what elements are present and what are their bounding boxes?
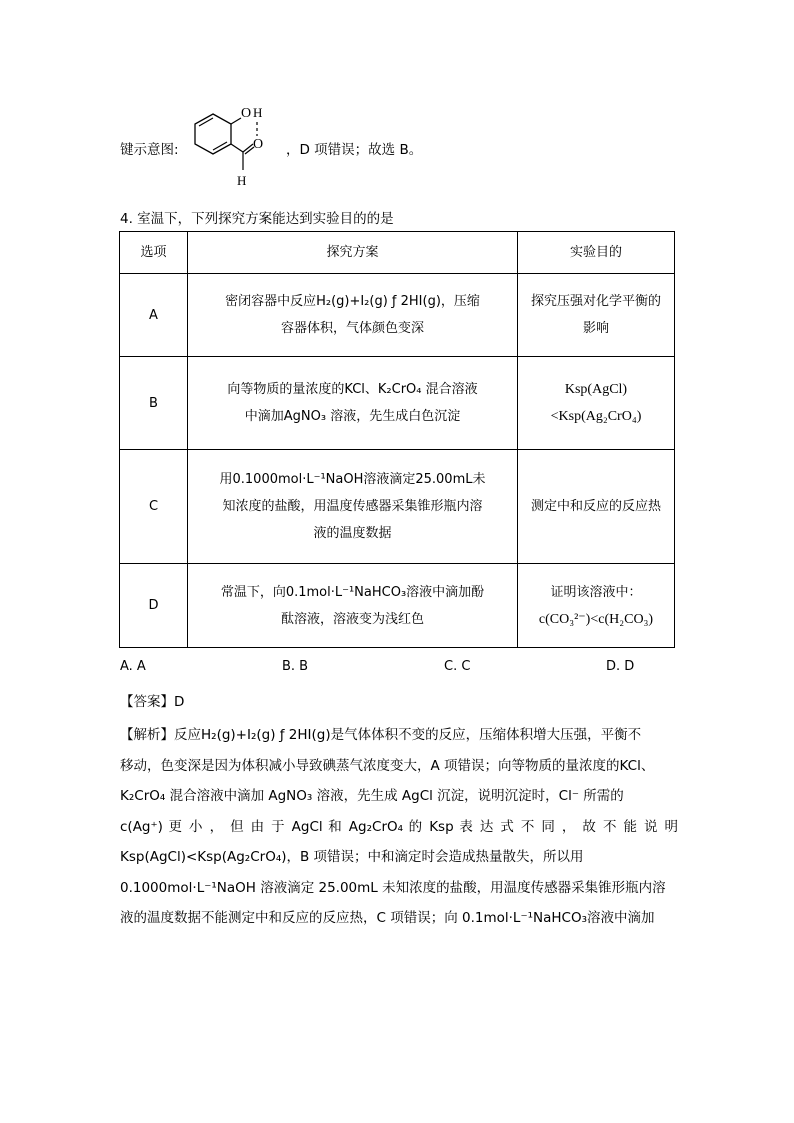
header-plan: 探究方案 bbox=[188, 232, 518, 274]
purpose-line: Ksp(AgCl)<Ksp(Ag₂CrO₄) bbox=[550, 382, 642, 424]
plan-line: 酞溶液，溶液变为浅红色 bbox=[280, 611, 424, 627]
row-option: B bbox=[120, 357, 188, 450]
table-row bbox=[120, 357, 675, 450]
row-plan bbox=[188, 564, 518, 648]
analysis-line: c(Ag⁺) 更 小 ， 但 由 于 AgCl 和 Ag₂CrO₄ 的 Ksp 表 达 式 不 同 ， 故 不 能 说 明 bbox=[120, 818, 678, 835]
row-option: C bbox=[120, 450, 188, 564]
analysis-line: K₂CrO₄ 混合溶液中滴加 AgNO₃ 溶液，先生成 AgCl 沉淀，说明沉淀时，Cl⁻ 所需的 bbox=[120, 788, 624, 804]
header-purpose: 实验目的 bbox=[518, 232, 675, 274]
row-purpose bbox=[518, 274, 675, 357]
choice-a: A. A bbox=[120, 659, 146, 674]
hint-conclusion: ，D 项错误；故选 B。 bbox=[286, 142, 423, 158]
question-table bbox=[119, 231, 675, 648]
analysis-line: 移动，色变深是因为体积减小导致碘蒸气浓度变大，A 项错误；向等物质的量浓度的KCl、 bbox=[120, 757, 655, 774]
plan-line: 密闭容器中反应H₂(g)+I₂(g) ƒ 2HI(g)，压缩 bbox=[225, 294, 480, 309]
row-plan bbox=[188, 357, 518, 450]
atom-h1: H bbox=[253, 105, 263, 120]
answer-line: 【答案】D bbox=[120, 694, 185, 710]
question-title: 4. 室温下，下列探究方案能达到实验目的的是 bbox=[120, 211, 394, 227]
header-option: 选项 bbox=[120, 232, 188, 274]
row-option: D bbox=[120, 564, 188, 648]
row-purpose bbox=[518, 450, 675, 564]
hint-label: 键示意图: bbox=[120, 142, 179, 158]
row-purpose bbox=[518, 564, 675, 648]
row-plan bbox=[188, 450, 518, 564]
hint-line bbox=[120, 96, 680, 196]
row-plan bbox=[188, 274, 518, 357]
purpose-line: 证明该溶液中： bbox=[550, 584, 642, 600]
plan-line: 液的温度数据 bbox=[313, 526, 392, 541]
table-row bbox=[120, 564, 675, 648]
analysis-line: 液的温度数据不能测定中和反应的反应热，C 项错误；向 0.1mol·L⁻¹NaHCO₃溶液中滴加 bbox=[120, 910, 655, 926]
table-row bbox=[120, 450, 675, 564]
purpose-line: 探究压强对化学平衡的影响 bbox=[530, 294, 661, 336]
analysis-line: 0.1000mol·L⁻¹NaOH 溶液滴定 25.00mL 未知浓度的盐酸，用温度传感器采集锥形瓶内溶 bbox=[120, 879, 666, 896]
plan-line: 容器体积，气体颜色变深 bbox=[280, 321, 424, 336]
table-row bbox=[120, 274, 675, 357]
atom-h2: H bbox=[237, 173, 247, 188]
table-header-row bbox=[120, 232, 675, 274]
choice-b: B. B bbox=[282, 659, 309, 674]
analysis-block bbox=[120, 720, 678, 934]
row-purpose bbox=[518, 357, 675, 450]
choice-d: D. D bbox=[606, 659, 635, 674]
atom-o1: O bbox=[241, 106, 252, 121]
plan-line: 用0.1000mol·L⁻¹NaOH溶液滴定25.00mL未 bbox=[219, 472, 486, 487]
plan-line: 向等物质的量浓度的KCl、K₂CrO₄ 混合溶液 bbox=[227, 382, 478, 397]
purpose-line: c(CO₃²⁻)<c(H₂CO₃) bbox=[538, 611, 654, 627]
purpose-line: 测定中和反应的反应热 bbox=[530, 499, 661, 514]
analysis-line: Ksp(AgCl)<Ksp(Ag₂CrO₄)，B 项错误；中和滴定时会造成热量散失，所以用 bbox=[120, 849, 584, 865]
plan-line: 知浓度的盐酸，用温度传感器采集锥形瓶内溶 bbox=[222, 499, 483, 514]
row-option: A bbox=[120, 274, 188, 357]
analysis-line: 【解析】反应H₂(g)+I₂(g) ƒ 2HI(g)是气体体积不变的反应，压缩体积增大压强，平衡不 bbox=[120, 727, 642, 743]
plan-line: 常温下，向0.1mol·L⁻¹NaHCO₃溶液中滴加酚 bbox=[220, 584, 485, 600]
atom-o2: O bbox=[253, 137, 264, 152]
choice-c: C. C bbox=[444, 659, 471, 674]
plan-line: 中滴加AgNO₃ 溶液，先生成白色沉淀 bbox=[244, 409, 461, 424]
salicylaldehyde-structure bbox=[183, 96, 283, 196]
